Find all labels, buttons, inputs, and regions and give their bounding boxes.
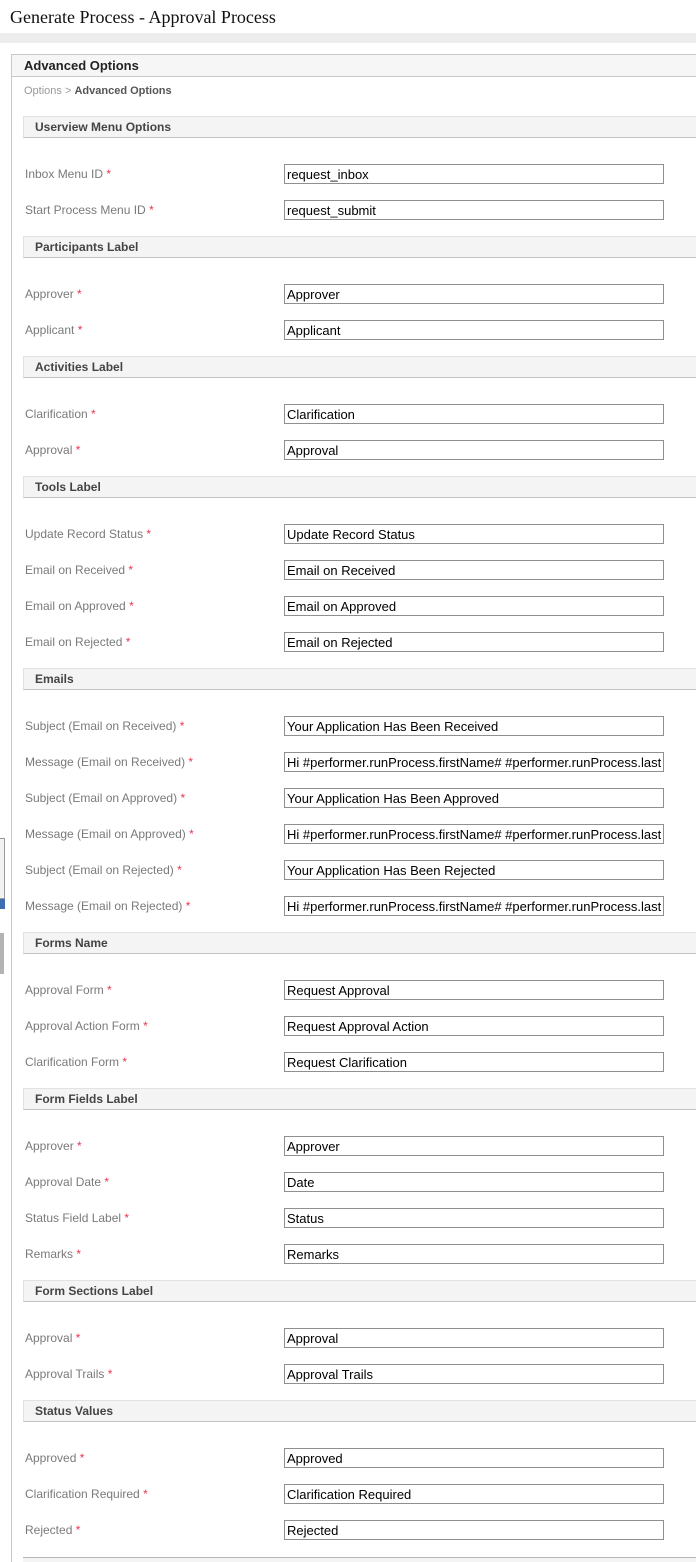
section-title-status-values: Status Values — [35, 1404, 114, 1418]
field-row — [25, 284, 696, 304]
section-fields — [12, 1448, 696, 1540]
required-asterisk: * — [76, 1247, 82, 1261]
subject-email-on-received-input[interactable] — [284, 716, 664, 736]
section-bar — [23, 116, 696, 138]
left-edge-widget-blue-fragment — [0, 899, 5, 909]
field-row — [25, 1484, 696, 1504]
required-asterisk: * — [185, 899, 191, 913]
section-bar — [23, 1280, 696, 1302]
advanced-options-panel — [11, 54, 696, 1562]
approved-input[interactable] — [284, 1448, 664, 1468]
field-row — [25, 404, 696, 424]
clarification-form-input[interactable] — [284, 1052, 664, 1072]
section-fields — [12, 284, 696, 340]
field-label — [25, 1364, 284, 1381]
section-fields — [12, 164, 696, 220]
approval-label: Approval — [25, 443, 73, 457]
field-row — [25, 524, 696, 544]
section-emails — [12, 668, 696, 916]
field-label — [25, 1328, 284, 1345]
field-label — [25, 860, 284, 877]
clarification-required-label: Clarification Required — [25, 1487, 140, 1501]
email-on-rejected-label: Email on Rejected — [25, 635, 123, 649]
section-title-tools-label: Tools Label — [35, 480, 101, 494]
required-asterisk: * — [91, 407, 96, 421]
update-record-status-input[interactable] — [284, 524, 664, 544]
field-row — [25, 1244, 696, 1264]
field-label — [25, 1520, 284, 1537]
field-label — [25, 716, 284, 733]
field-label — [25, 896, 284, 913]
clarification-input[interactable] — [284, 404, 664, 424]
field-label — [25, 632, 284, 649]
field-row — [25, 632, 696, 652]
section-fields — [12, 716, 696, 916]
field-row — [25, 896, 696, 916]
header-divider-band — [0, 33, 696, 43]
field-row — [25, 752, 696, 772]
approved-label: Approved — [25, 1451, 77, 1465]
email-on-rejected-input[interactable] — [284, 632, 664, 652]
required-asterisk: * — [107, 1367, 113, 1381]
section-bar — [23, 236, 696, 258]
approver-label: Approver — [25, 1139, 74, 1153]
field-row — [25, 320, 696, 340]
field-row — [25, 440, 696, 460]
remarks-input[interactable] — [284, 1244, 664, 1264]
required-asterisk: * — [188, 755, 194, 769]
approval-form-label: Approval Form — [25, 983, 104, 997]
field-label — [25, 524, 284, 541]
section-userview-menu-options — [12, 116, 696, 220]
field-label — [25, 824, 284, 841]
approval-label: Approval — [25, 1331, 73, 1345]
approval-trails-label: Approval Trails — [25, 1367, 105, 1381]
field-row — [25, 1208, 696, 1228]
required-asterisk: * — [149, 203, 154, 217]
field-row — [25, 1172, 696, 1192]
section-title-participants-label: Participants Label — [35, 240, 139, 254]
field-label — [25, 560, 284, 577]
remarks-label: Remarks — [25, 1247, 74, 1261]
page-title: Generate Process - Approval Process — [10, 7, 276, 27]
section-fields — [12, 1136, 696, 1264]
applicant-label: Applicant — [25, 323, 75, 337]
field-label — [25, 200, 284, 217]
clarification-required-input[interactable] — [284, 1484, 664, 1504]
required-asterisk: * — [124, 1211, 130, 1225]
section-title-form-fields-label: Form Fields Label — [35, 1092, 138, 1106]
message-email-on-rejected-input[interactable] — [284, 896, 664, 916]
field-row — [25, 980, 696, 1000]
section-fields — [12, 524, 696, 652]
section-title-userview-menu-options: Userview Menu Options — [35, 120, 172, 134]
message-email-on-received-label: Message (Email on Received) — [25, 755, 186, 769]
required-asterisk: * — [75, 443, 81, 457]
breadcrumb — [24, 85, 696, 97]
required-asterisk: * — [122, 1055, 128, 1069]
required-asterisk: * — [77, 323, 83, 337]
field-label — [25, 980, 284, 997]
field-row — [25, 596, 696, 616]
field-label — [25, 1208, 284, 1225]
field-row — [25, 1052, 696, 1072]
inbox-menu-id-label: Inbox Menu ID — [25, 167, 104, 181]
field-label — [25, 440, 284, 457]
section-title-emails: Emails — [35, 672, 74, 686]
approval-input[interactable] — [284, 1328, 664, 1348]
section-activities-label — [12, 356, 696, 460]
field-label — [25, 596, 284, 613]
approval-form-input[interactable] — [284, 980, 664, 1000]
approval-trails-input[interactable] — [284, 1364, 664, 1384]
section-fields — [12, 404, 696, 460]
section-title-activities-label: Activities Label — [35, 360, 124, 374]
required-asterisk: * — [77, 287, 82, 301]
message-email-on-approved-label: Message (Email on Approved) — [25, 827, 186, 841]
message-email-on-received-input[interactable] — [284, 752, 664, 772]
subject-email-on-approved-label: Subject (Email on Approved) — [25, 791, 178, 805]
section-title-forms-name: Forms Name — [35, 936, 108, 950]
approver-input[interactable] — [284, 284, 664, 304]
breadcrumb-options-link[interactable]: Options — [24, 85, 62, 97]
approval-action-form-label: Approval Action Form — [25, 1019, 140, 1033]
section-fields — [12, 1328, 696, 1384]
sections-container — [12, 116, 696, 1540]
left-edge-widget-fragment — [0, 838, 5, 899]
required-asterisk: * — [79, 1451, 85, 1465]
section-bar — [23, 1088, 696, 1110]
subject-email-on-rejected-input[interactable] — [284, 860, 664, 880]
subject-email-on-received-label: Subject (Email on Received) — [25, 719, 177, 733]
approval-action-form-input[interactable] — [284, 1016, 664, 1036]
clarification-form-label: Clarification Form — [25, 1055, 120, 1069]
field-row — [25, 1016, 696, 1036]
field-row — [25, 1520, 696, 1540]
subject-email-on-rejected-label: Subject (Email on Rejected) — [25, 863, 174, 877]
section-bar — [23, 1400, 696, 1422]
required-asterisk: * — [146, 527, 152, 541]
field-label — [25, 404, 284, 421]
section-form-sections-label — [12, 1280, 696, 1384]
email-on-approved-input[interactable] — [284, 596, 664, 616]
field-label — [25, 284, 284, 301]
status-field-label-input[interactable] — [284, 1208, 664, 1228]
required-asterisk: * — [128, 563, 134, 577]
approval-date-input[interactable] — [284, 1172, 664, 1192]
required-asterisk: * — [143, 1487, 148, 1501]
panel-title: Advanced Options — [12, 55, 696, 77]
rejected-input[interactable] — [284, 1520, 664, 1540]
rejected-label: Rejected — [25, 1523, 73, 1537]
breadcrumb-current: Advanced Options — [74, 85, 172, 97]
field-label — [25, 788, 284, 805]
section-form-fields-label — [12, 1088, 696, 1264]
approval-date-label: Approval Date — [25, 1175, 102, 1189]
status-field-label-label: Status Field Label — [25, 1211, 122, 1225]
required-asterisk: * — [177, 863, 182, 877]
section-status-values — [12, 1400, 696, 1540]
required-asterisk: * — [107, 983, 112, 997]
section-forms-name — [12, 932, 696, 1072]
field-label — [25, 1244, 284, 1261]
field-label — [25, 1484, 284, 1501]
section-title-form-sections-label: Form Sections Label — [35, 1284, 154, 1298]
section-bar — [23, 668, 696, 690]
section-bar — [23, 356, 696, 378]
field-row — [25, 1136, 696, 1156]
required-asterisk: * — [143, 1019, 148, 1033]
message-email-on-approved-input[interactable] — [284, 824, 664, 844]
required-asterisk: * — [77, 1139, 82, 1153]
field-row — [25, 860, 696, 880]
section-bar — [23, 476, 696, 498]
field-label — [25, 1052, 284, 1069]
approval-input[interactable] — [284, 440, 664, 460]
required-asterisk: * — [104, 1175, 110, 1189]
field-row — [25, 560, 696, 580]
field-label — [25, 1136, 284, 1153]
field-label — [25, 1448, 284, 1465]
required-asterisk: * — [179, 719, 185, 733]
field-row — [25, 716, 696, 736]
breadcrumb-separator: > — [61, 85, 75, 97]
cutoff-next-section-bar — [23, 1557, 696, 1562]
required-asterisk: * — [75, 1523, 81, 1537]
applicant-input[interactable] — [284, 320, 664, 340]
required-asterisk: * — [189, 827, 194, 841]
field-row — [25, 824, 696, 844]
approver-input[interactable] — [284, 1136, 664, 1156]
field-label — [25, 752, 284, 769]
start-process-menu-id-label: Start Process Menu ID — [25, 203, 146, 217]
inbox-menu-id-input[interactable] — [284, 164, 664, 184]
clarification-label: Clarification — [25, 407, 88, 421]
email-on-received-input[interactable] — [284, 560, 664, 580]
section-tools-label — [12, 476, 696, 652]
subject-email-on-approved-input[interactable] — [284, 788, 664, 808]
field-row — [25, 200, 696, 220]
field-row — [25, 1448, 696, 1468]
section-participants-label — [12, 236, 696, 340]
field-row — [25, 164, 696, 184]
email-on-received-label: Email on Received — [25, 563, 126, 577]
field-row — [25, 788, 696, 808]
approver-label: Approver — [25, 287, 74, 301]
required-asterisk: * — [75, 1331, 81, 1345]
field-label — [25, 1172, 284, 1189]
required-asterisk: * — [180, 791, 186, 805]
field-row — [25, 1328, 696, 1348]
start-process-menu-id-input[interactable] — [284, 200, 664, 220]
section-bar — [23, 932, 696, 954]
email-on-approved-label: Email on Approved — [25, 599, 126, 613]
required-asterisk: * — [129, 599, 134, 613]
required-asterisk: * — [106, 167, 112, 181]
field-row — [25, 1364, 696, 1384]
left-edge-scrollbar-fragment — [0, 933, 4, 974]
field-label — [25, 1016, 284, 1033]
field-label — [25, 164, 284, 181]
update-record-status-label: Update Record Status — [25, 527, 144, 541]
required-asterisk: * — [125, 635, 131, 649]
field-label — [25, 320, 284, 337]
section-fields — [12, 980, 696, 1072]
message-email-on-rejected-label: Message (Email on Rejected) — [25, 899, 183, 913]
